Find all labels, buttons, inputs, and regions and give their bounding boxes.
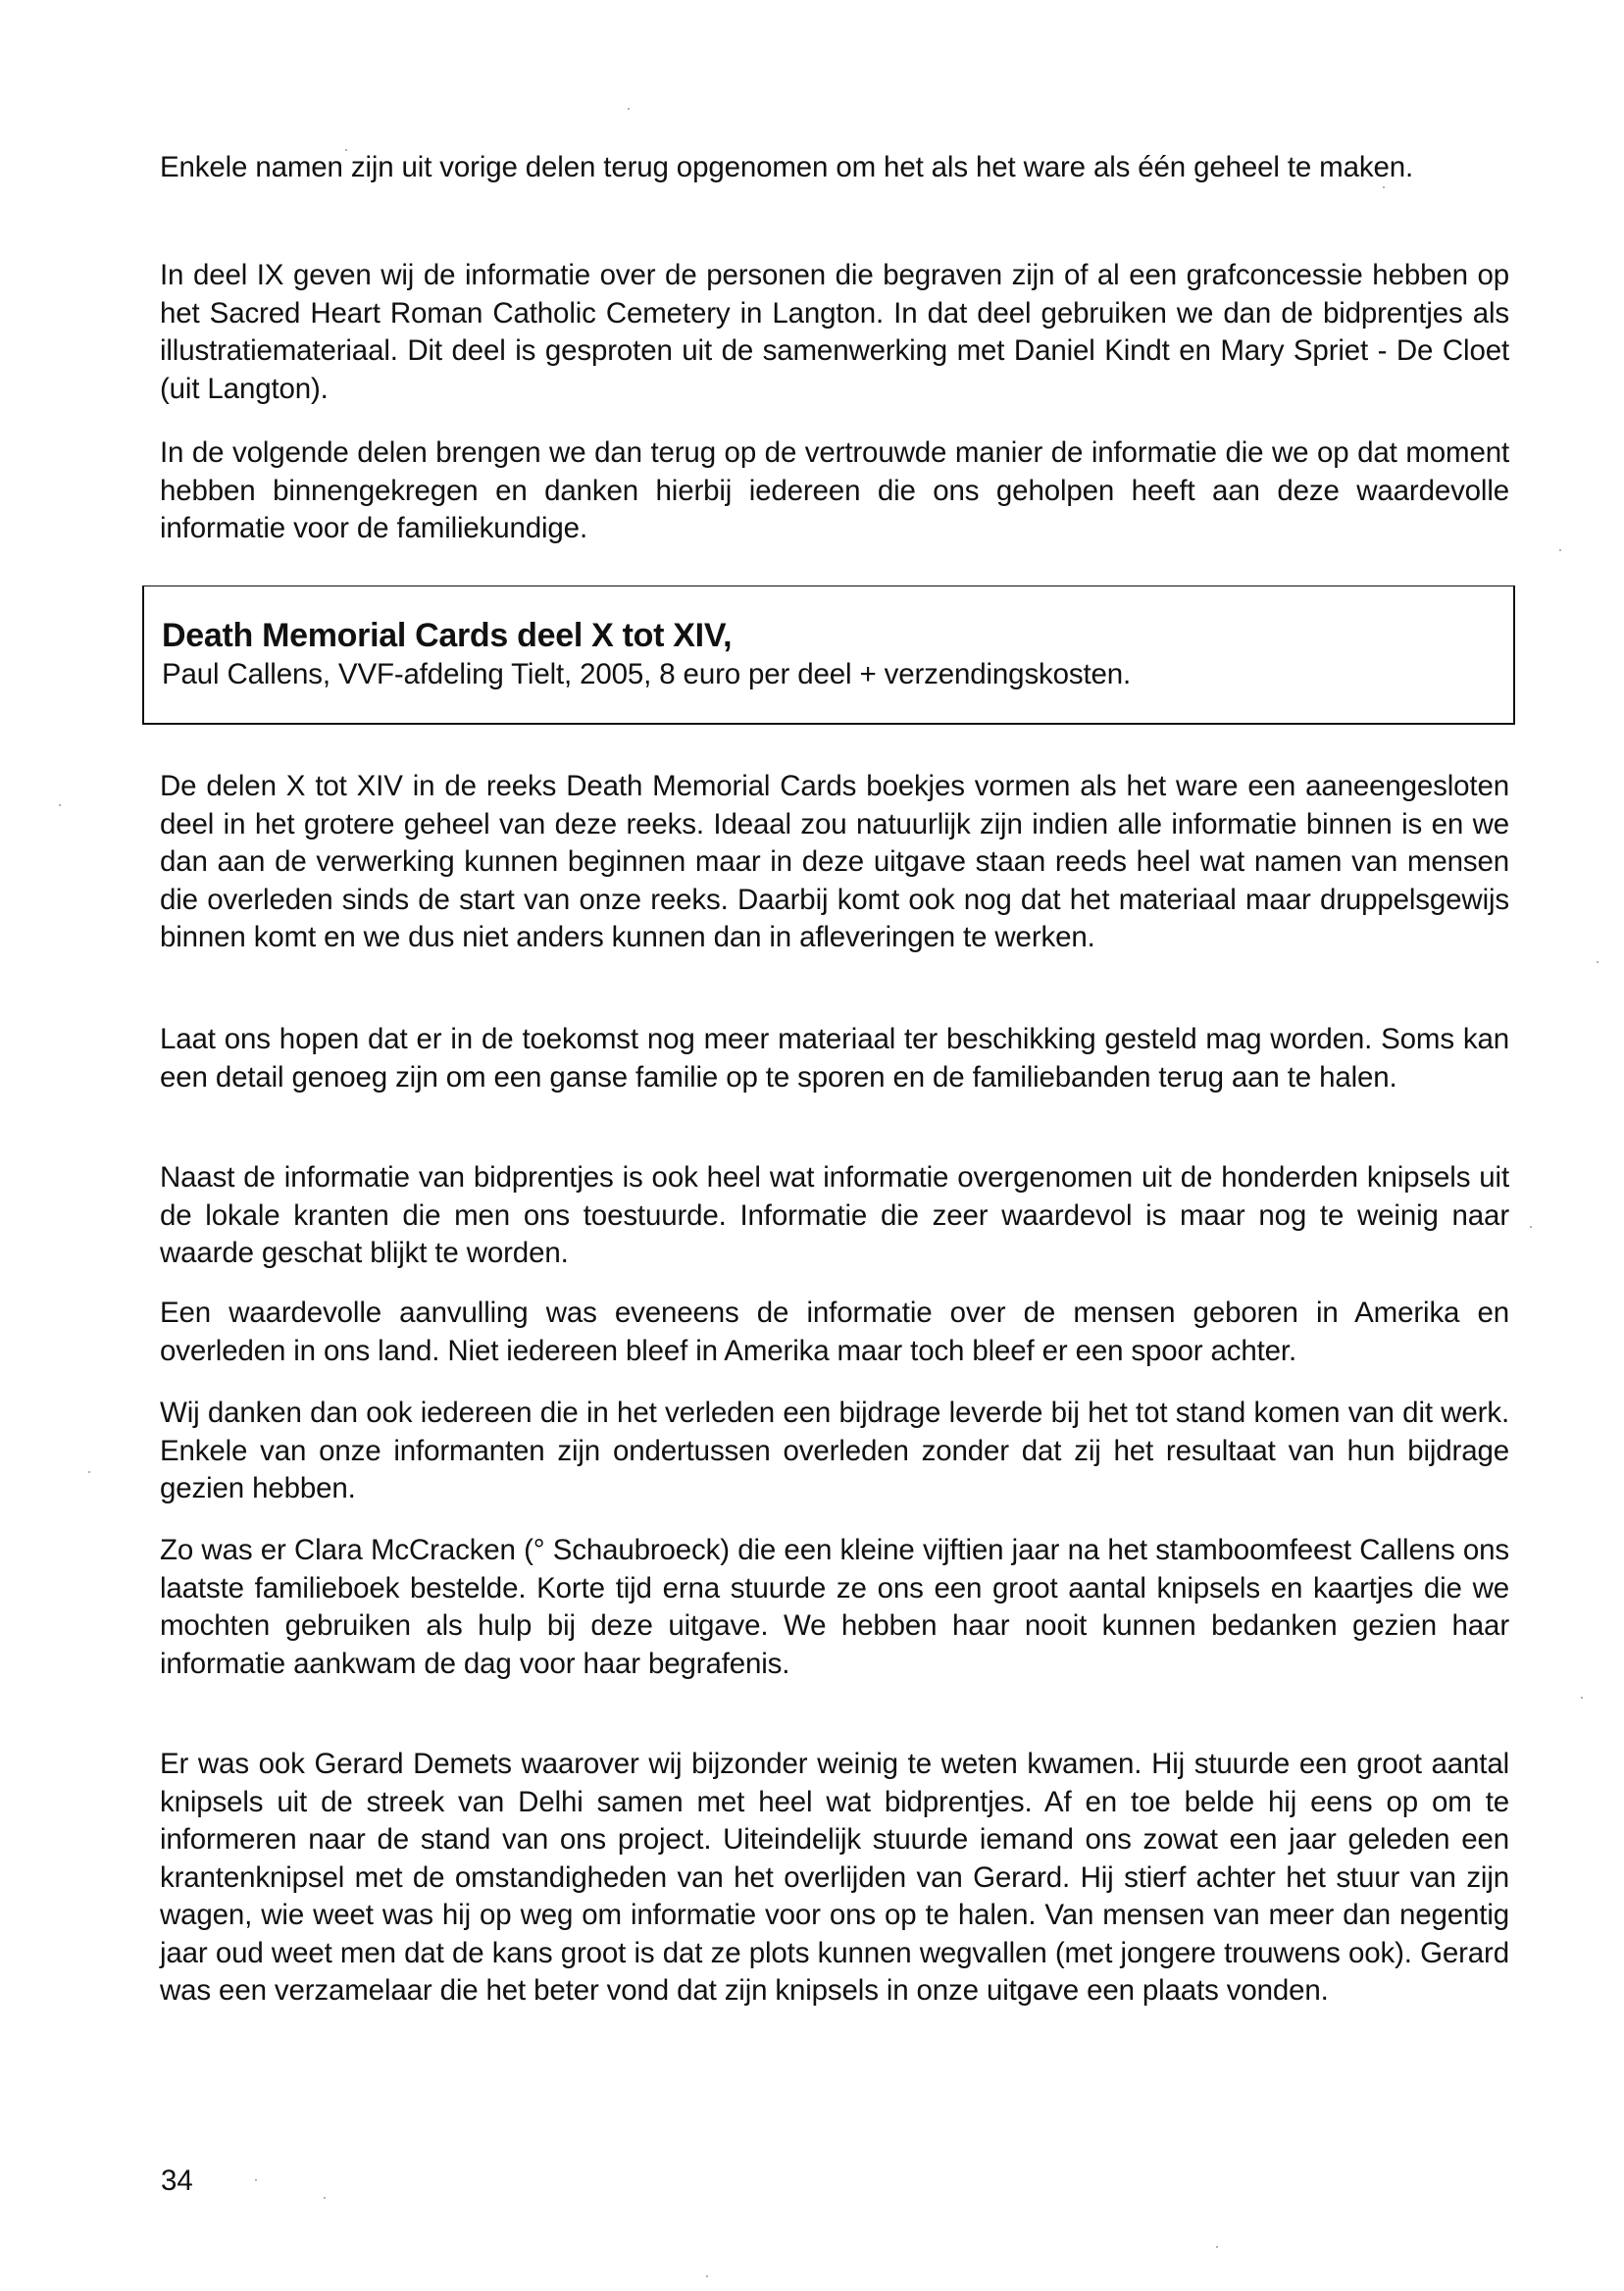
body-paragraph-2: Laat ons hopen dat er in de toekomst nog meer materiaal ter beschikking gesteld mag worden. Soms kan een detail genoeg zijn om een ganse familie op te sporen en de familiebanden terug aan te halen. — [160, 1023, 1509, 1094]
scan-speck — [1383, 186, 1385, 188]
body-paragraph-5: Wij danken dan ook iedereen die in het verleden een bijdrage leverde bij het tot stand komen van dit werk. Enkele van onze informanten zijn ondertussen overleden zonder dat zij het resultaat van hun bijdrage gezien hebben. — [160, 1397, 1509, 1504]
body-paragraph-4: Een waardevolle aanvulling was eveneens de informatie over de mensen geboren in Amerika en overleden in ons land. Niet iedereen bleef in Amerika maar toch bleef er een spoor achter. — [160, 1297, 1509, 1367]
scan-speck — [324, 2197, 326, 2199]
scan-speck — [88, 1471, 90, 1473]
review-book-title: Death Memorial Cards deel X tot XIV, — [162, 617, 733, 654]
scan-speck — [59, 804, 61, 806]
intro-paragraph-2: In deel IX geven wij de informatie over de personen die begraven zijn of al een grafconcessie hebben op het Sacred Heart Roman Catholic Cemetery in Langton. In dat deel gebruiken we dan de bidprentjes als illustratiemateriaal. Dit deel is gesproten uit de samenwerking met Daniel Kindt en Mary Spriet - De Cloet (uit Langton). — [160, 259, 1509, 405]
scan-speck — [706, 2275, 708, 2277]
intro-paragraph-1: Enkele namen zijn uit vorige delen terug opgenomen om het als het ware als één geheel te maken. — [160, 151, 1414, 183]
review-book-meta: Paul Callens, VVF-afdeling Tielt, 2005, 8 euro per deel + verzendingskosten. — [162, 658, 1132, 690]
body-paragraph-6: Zo was er Clara McCracken (° Schaubroeck) die een kleine vijftien jaar na het stamboomfeest Callens ons laatste familieboek bestelde. Korte tijd erna stuurde ze ons een groot aantal knipsels en kaartjes die we mochten gebruiken als hulp bij deze uitgave. We hebben haar nooit kunnen bedanken gezien haar informatie aankwam de dag voor haar begrafenis. — [160, 1534, 1509, 1680]
scan-speck — [1216, 2246, 1218, 2248]
scan-speck — [1530, 1226, 1532, 1228]
body-paragraph-3: Naast de informatie van bidprentjes is ook heel wat informatie overgenomen uit de honderden knipsels uit de lokale kranten die men ons toestuurde. Informatie die zeer waardevol is maar nog te weinig naar waarde geschat blijkt te worden. — [160, 1161, 1509, 1269]
book-review-box — [142, 585, 1515, 725]
body-paragraph-1: De delen X tot XIV in de reeks Death Memorial Cards boekjes vormen als het ware een aaneengesloten deel in het grotere geheel van deze reeks. Ideaal zou natuurlijk zijn indien alle informatie binnen is en we dan aan de verwerking kunnen beginnen maar in deze uitgave staan reeds heel wat namen van mensen die overleden sinds de start van onze reeks. Daarbij komt ook nog dat het materiaal maar druppelsgewijs binnen komt en we dus niet anders kunnen dan in afleveringen te werken. — [160, 770, 1509, 953]
scan-speck — [628, 108, 630, 110]
intro-paragraph-3: In de volgende delen brengen we dan terug op de vertrouwde manier de informatie die we op dat moment hebben binnengekregen en danken hierbij iedereen die ons geholpen heeft aan deze waardevolle informatie voor de familiekundige. — [160, 436, 1509, 544]
page-number: 34 — [161, 2164, 193, 2197]
scan-speck — [1597, 961, 1599, 963]
scan-speck — [255, 2179, 257, 2181]
scan-speck — [345, 149, 347, 151]
body-paragraph-7: Er was ook Gerard Demets waarover wij bijzonder weinig te weten kwamen. Hij stuurde een groot aantal knipsels uit de streek van Delhi samen met heel wat bidprentjes. Af en toe belde hij eens op om te informeren naar de stand van ons project. Uiteindelijk stuurde iemand ons zowat een jaar geleden een krantenknipsel met de omstandigheden van het overlijden van Gerard. Hij stierf achter het stuur van zijn wagen, wie weet was hij op weg om informatie voor ons op te halen. Van mensen van meer dan negentig jaar oud weet men dat de kans groot is dat ze plots kunnen wegvallen (met jongere trouwens ook). Gerard was een verzamelaar die het beter vond dat zijn knipsels in onze uitgave een plaats vonden. — [160, 1748, 1509, 2007]
scan-speck — [1559, 549, 1561, 551]
scan-speck — [1581, 1697, 1583, 1699]
